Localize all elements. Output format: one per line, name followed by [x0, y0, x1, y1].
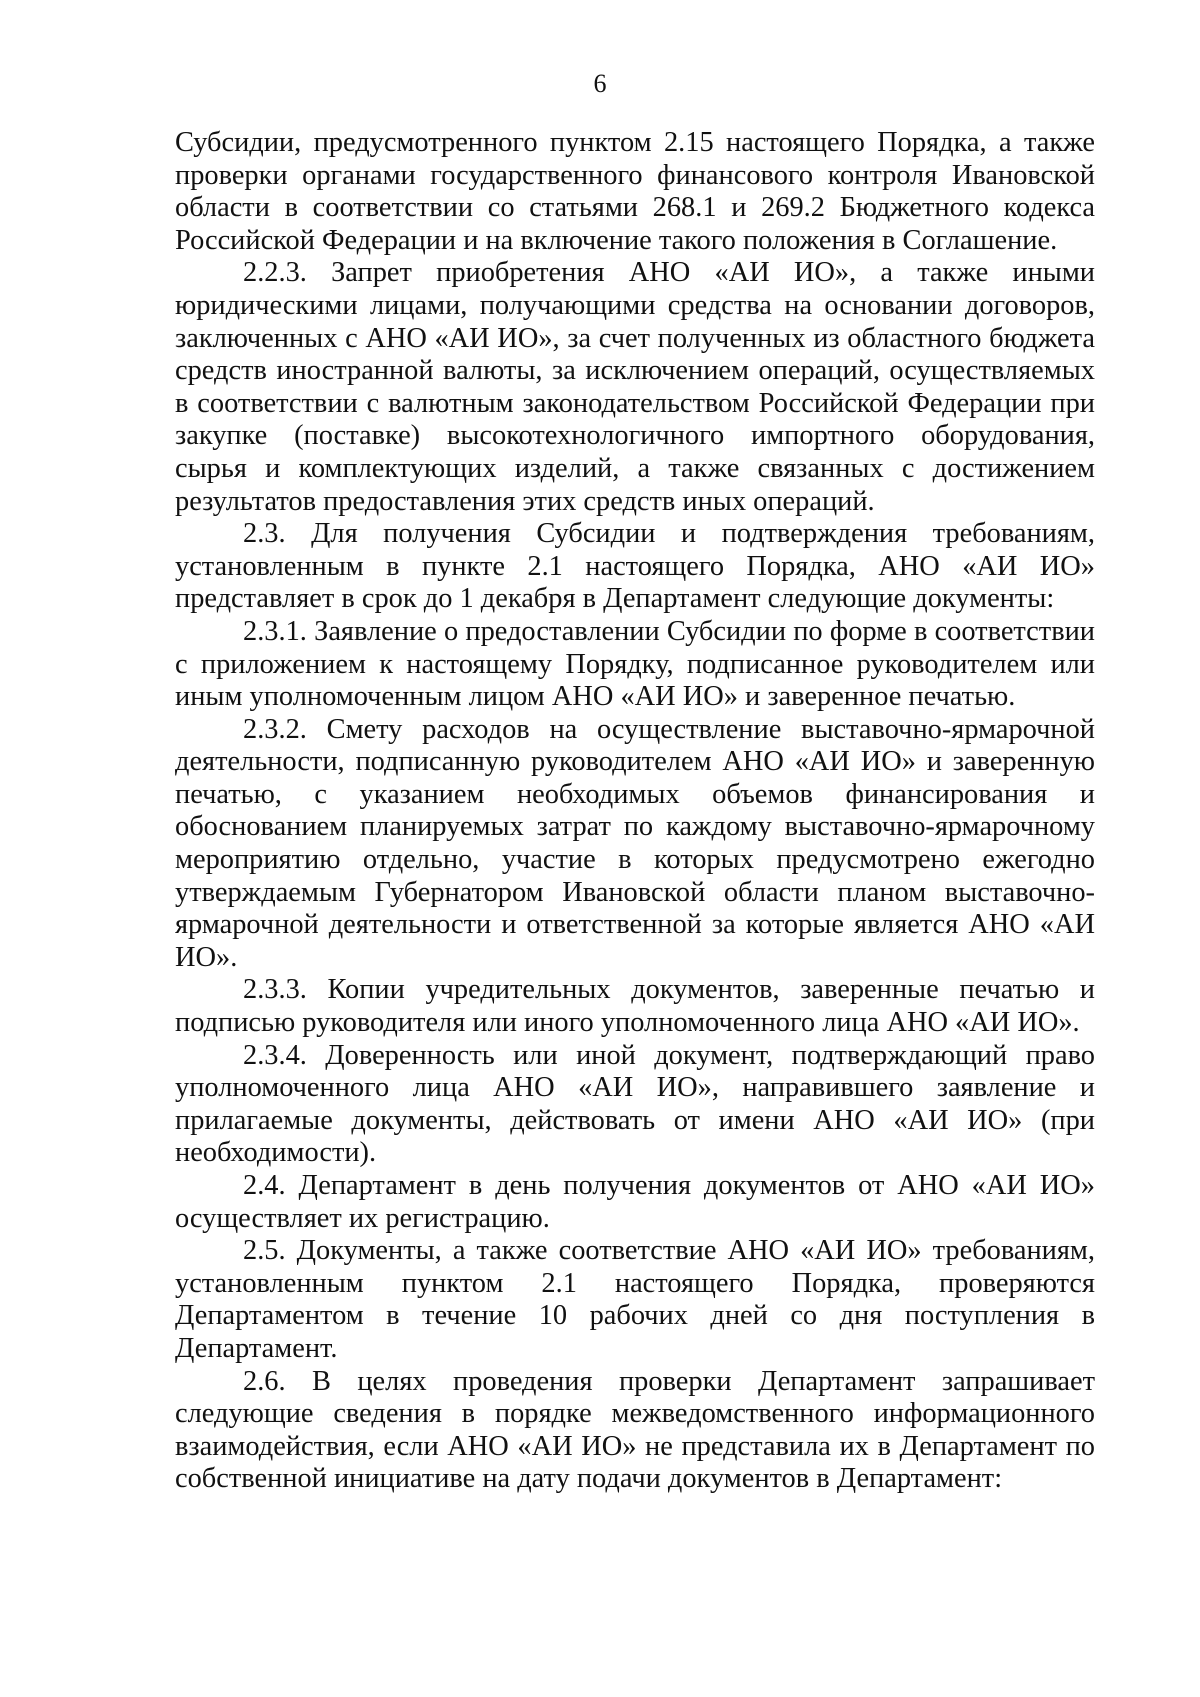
paragraph-2-4: 2.4. Департамент в день получения документов от АНО «АИ ИО» осуществляет их регистрацию.: [175, 1170, 1095, 1234]
paragraph-2-3: 2.3. Для получения Субсидии и подтверждения требованиям, установленным в пункте 2.1 настоящего Порядка, АНО «АИ ИО» представляет в срок до 1 декабря в Департамент следующие документы:: [175, 518, 1095, 615]
paragraph-2-3-4: 2.3.4. Доверенность или иной документ, подтверждающий право уполномоченного лица АНО «АИ ИО», направившего заявление и прилагаемые документы, действовать от имени АНО «АИ ИО» (при необходимости).: [175, 1039, 1095, 1169]
page-number: 6: [593, 69, 607, 98]
paragraph-2-3-3: 2.3.3. Копии учредительных документов, заверенные печатью и подписью руководителя или иного уполномоченного лица АНО «АИ ИО».: [175, 974, 1095, 1039]
paragraph-2-3-2: 2.3.2. Смету расходов на осуществление выставочно-ярмарочной деятельности, подписанную руководителем АНО «АИ ИО» и заверенную печатью, с указанием необходимых объемов финансирования и обоснованием планируемых затрат по каждому выставочно-ярмарочному мероприятию отдельно, участие в которых предусмотрено ежегодно утверждаемым Губернатором Ивановской области планом выставочно-ярмарочной деятельности и ответственной за которые является АНО «АИ ИО».: [175, 713, 1095, 973]
paragraph-2-3-1: 2.3.1. Заявление о предоставлении Субсидии по форме в соответствии с приложением к настоящему Порядку, подписанное руководителем или иным уполномоченным лицом АНО «АИ ИО» и заверенное печатью.: [175, 615, 1095, 713]
paragraph-2-5: 2.5. Документы, а также соответствие АНО «АИ ИО» требованиям, установленным пунктом 2.1 настоящего Порядка, проверяются Департаментом в течение 10 рабочих дней со дня поступления в Департамент.: [175, 1235, 1095, 1364]
paragraph-continuation-subsidy-control: Субсидии, предусмотренного пунктом 2.15 настоящего Порядка, а также проверки органами государственного финансового контроля Ивановской области в соответствии со статьями 268.1 и 269.2 Бюджетного кодекса Российской Федерации и на включение такого положения в Соглашение.: [175, 127, 1095, 256]
document-body: [175, 127, 1095, 1496]
paragraph-2-6: 2.6. В целях проведения проверки Департамент запрашивает следующие сведения в порядке межведомственного информационного взаимодействия, если АНО «АИ ИО» не представила их в Департамент по собственной инициативе на дату подачи документов в Департамент:: [175, 1365, 1095, 1495]
paragraph-2-2-3: 2.2.3. Запрет приобретения АНО «АИ ИО», а также иными юридическими лицами, получающими средства на основании договоров, заключенных с АНО «АИ ИО», за счет полученных из областного бюджета средств иностранной валюты, за исключением операций, осуществляемых в соответствии с валютным законодательством Российской Федерации при закупке (поставке) высокотехнологичного импортного оборудования, сырья и комплектующих изделий, а также связанных с достижением результатов предоставления этих средств иных операций.: [175, 257, 1095, 517]
